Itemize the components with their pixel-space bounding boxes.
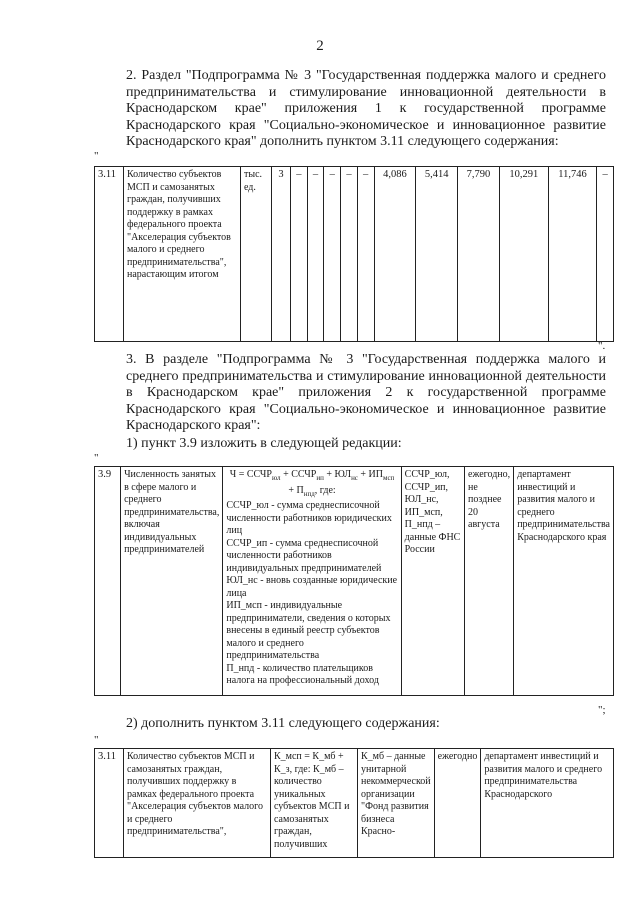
source-cell: К_мб – данные унитарной некоммерческой организации "Фонд развития бизнеса Красно- <box>358 749 435 858</box>
formula-line: ССЧР_юл - сумма среднесписочной численности работников юридических лиц <box>226 500 392 536</box>
item-1-paragraph <box>96 436 606 453</box>
open-quote-2: " <box>94 452 99 464</box>
formula-line: П_нпд - количество плательщиков налога на профессиональный доход <box>226 662 379 686</box>
value-cell: 11,746 <box>548 167 596 342</box>
formula-line: ЮЛ_нс - вновь созданные юридические лица <box>226 575 398 599</box>
period-cell: ежегодно <box>434 749 481 858</box>
formula-cell <box>223 467 401 696</box>
table-indicator-3-9 <box>94 466 614 696</box>
open-quote-1: " <box>94 150 99 162</box>
open-quote-3: " <box>94 734 99 746</box>
table-indicator-3-11-new <box>94 748 614 858</box>
value-cell: 4,086 <box>374 167 416 342</box>
item-1-text: 1) пункт 3.9 изложить в следующей редакции: <box>126 436 402 451</box>
value-cell: 5,414 <box>416 167 458 342</box>
value-cell: – <box>341 167 358 342</box>
period-cell: ежегодно, не позднее 20 августа <box>465 467 514 696</box>
value-cell: 10,291 <box>499 167 548 342</box>
row-number: 3.11 <box>95 167 124 342</box>
unit: тыс. ед. <box>241 167 272 342</box>
responsible-cell: департамент инвестиций и развития малого и среднего предпринимательства Краснодарского <box>481 749 614 858</box>
close-quote-1: ". <box>598 340 606 352</box>
item-2-paragraph <box>96 716 606 733</box>
formula-cell: К_мсп = К_мб + К_з, где: К_мб – количество уникальных субъектов МСП и самозанятых граждан, получивших <box>271 749 358 858</box>
value-cell: 7,790 <box>458 167 500 342</box>
table-indicator-3-11 <box>94 166 614 342</box>
indicator-name: Количество субъектов МСП и самозанятых граждан, получивших поддержку в рамках федерального проекта "Акселерация субъектов малого и среднего предпринимательства", <box>124 749 271 858</box>
value-cell: – <box>597 167 614 342</box>
section-3-text: 3. В разделе "Подпрограмма № 3 "Государственная поддержка малого и среднего предпринимательства и стимулирование инновационной деятельности в Краснодарском крае" приложения 2 к государственной программе Краснодарского края "Социально-экономическое и инновационное развитие Краснодарского края": <box>126 352 606 433</box>
formula-line: ССЧР_ип - сумма среднесписочной численности работников индивидуальных предпринимателей <box>226 537 382 574</box>
section-2-text: 2. Раздел "Подпрограмма № 3 "Государственная поддержка малого и среднего предпринимательства и стимулирование инновационной деятельности в Краснодарском крае" приложения 1 к государственной программе Краснодарского края "Социально-экономическое и инновационное развитие Краснодарского края" дополнить пунктом 3.11 следующего содержания: <box>126 68 606 149</box>
close-quote-2: "; <box>598 704 606 716</box>
value-cell: – <box>291 167 308 342</box>
item-2-text: 2) дополнить пунктом 3.11 следующего содержания: <box>126 716 440 731</box>
indicator-name: Количество субъектов МСП и самозанятых граждан, получивших поддержку в рамках федерального проекта "Акселерация субъектов малого и среднего предпринимательства", нарастающим итогом <box>124 167 241 342</box>
sources-cell: ССЧР_юл, ССЧР_ип, ЮЛ_нс, ИП_мсп, П_нпд – данные ФНС России <box>401 467 464 696</box>
row-number: 3.9 <box>95 467 121 696</box>
value-cell: – <box>307 167 324 342</box>
row-number: 3.11 <box>95 749 124 858</box>
responsible-cell: департамент инвестиций и развития малого и среднего предпринимательства Краснодарского края <box>514 467 614 696</box>
page-number: 2 <box>316 38 324 54</box>
indicator-name: Численность занятых в сфере малого и среднего предпринимательства, включая индивидуальных предпринимателей <box>121 467 223 696</box>
status-cell: 3 <box>272 167 291 342</box>
formula-line: ИП_мсп - индивидуальные предприниматели, сведения о которых внесены в единый реестр субъектов малого и среднего предпринимательства <box>226 600 391 661</box>
value-cell: – <box>357 167 374 342</box>
section-2-paragraph <box>96 68 606 151</box>
value-cell: – <box>324 167 341 342</box>
section-3-paragraph <box>96 352 606 435</box>
formula: $Ч = ССЧР_{юл}$ + $ССЧР_{ип} + ЮЛ_{нс} + ИП_{мсп} + П_{нпд}$, где: <box>229 469 395 498</box>
